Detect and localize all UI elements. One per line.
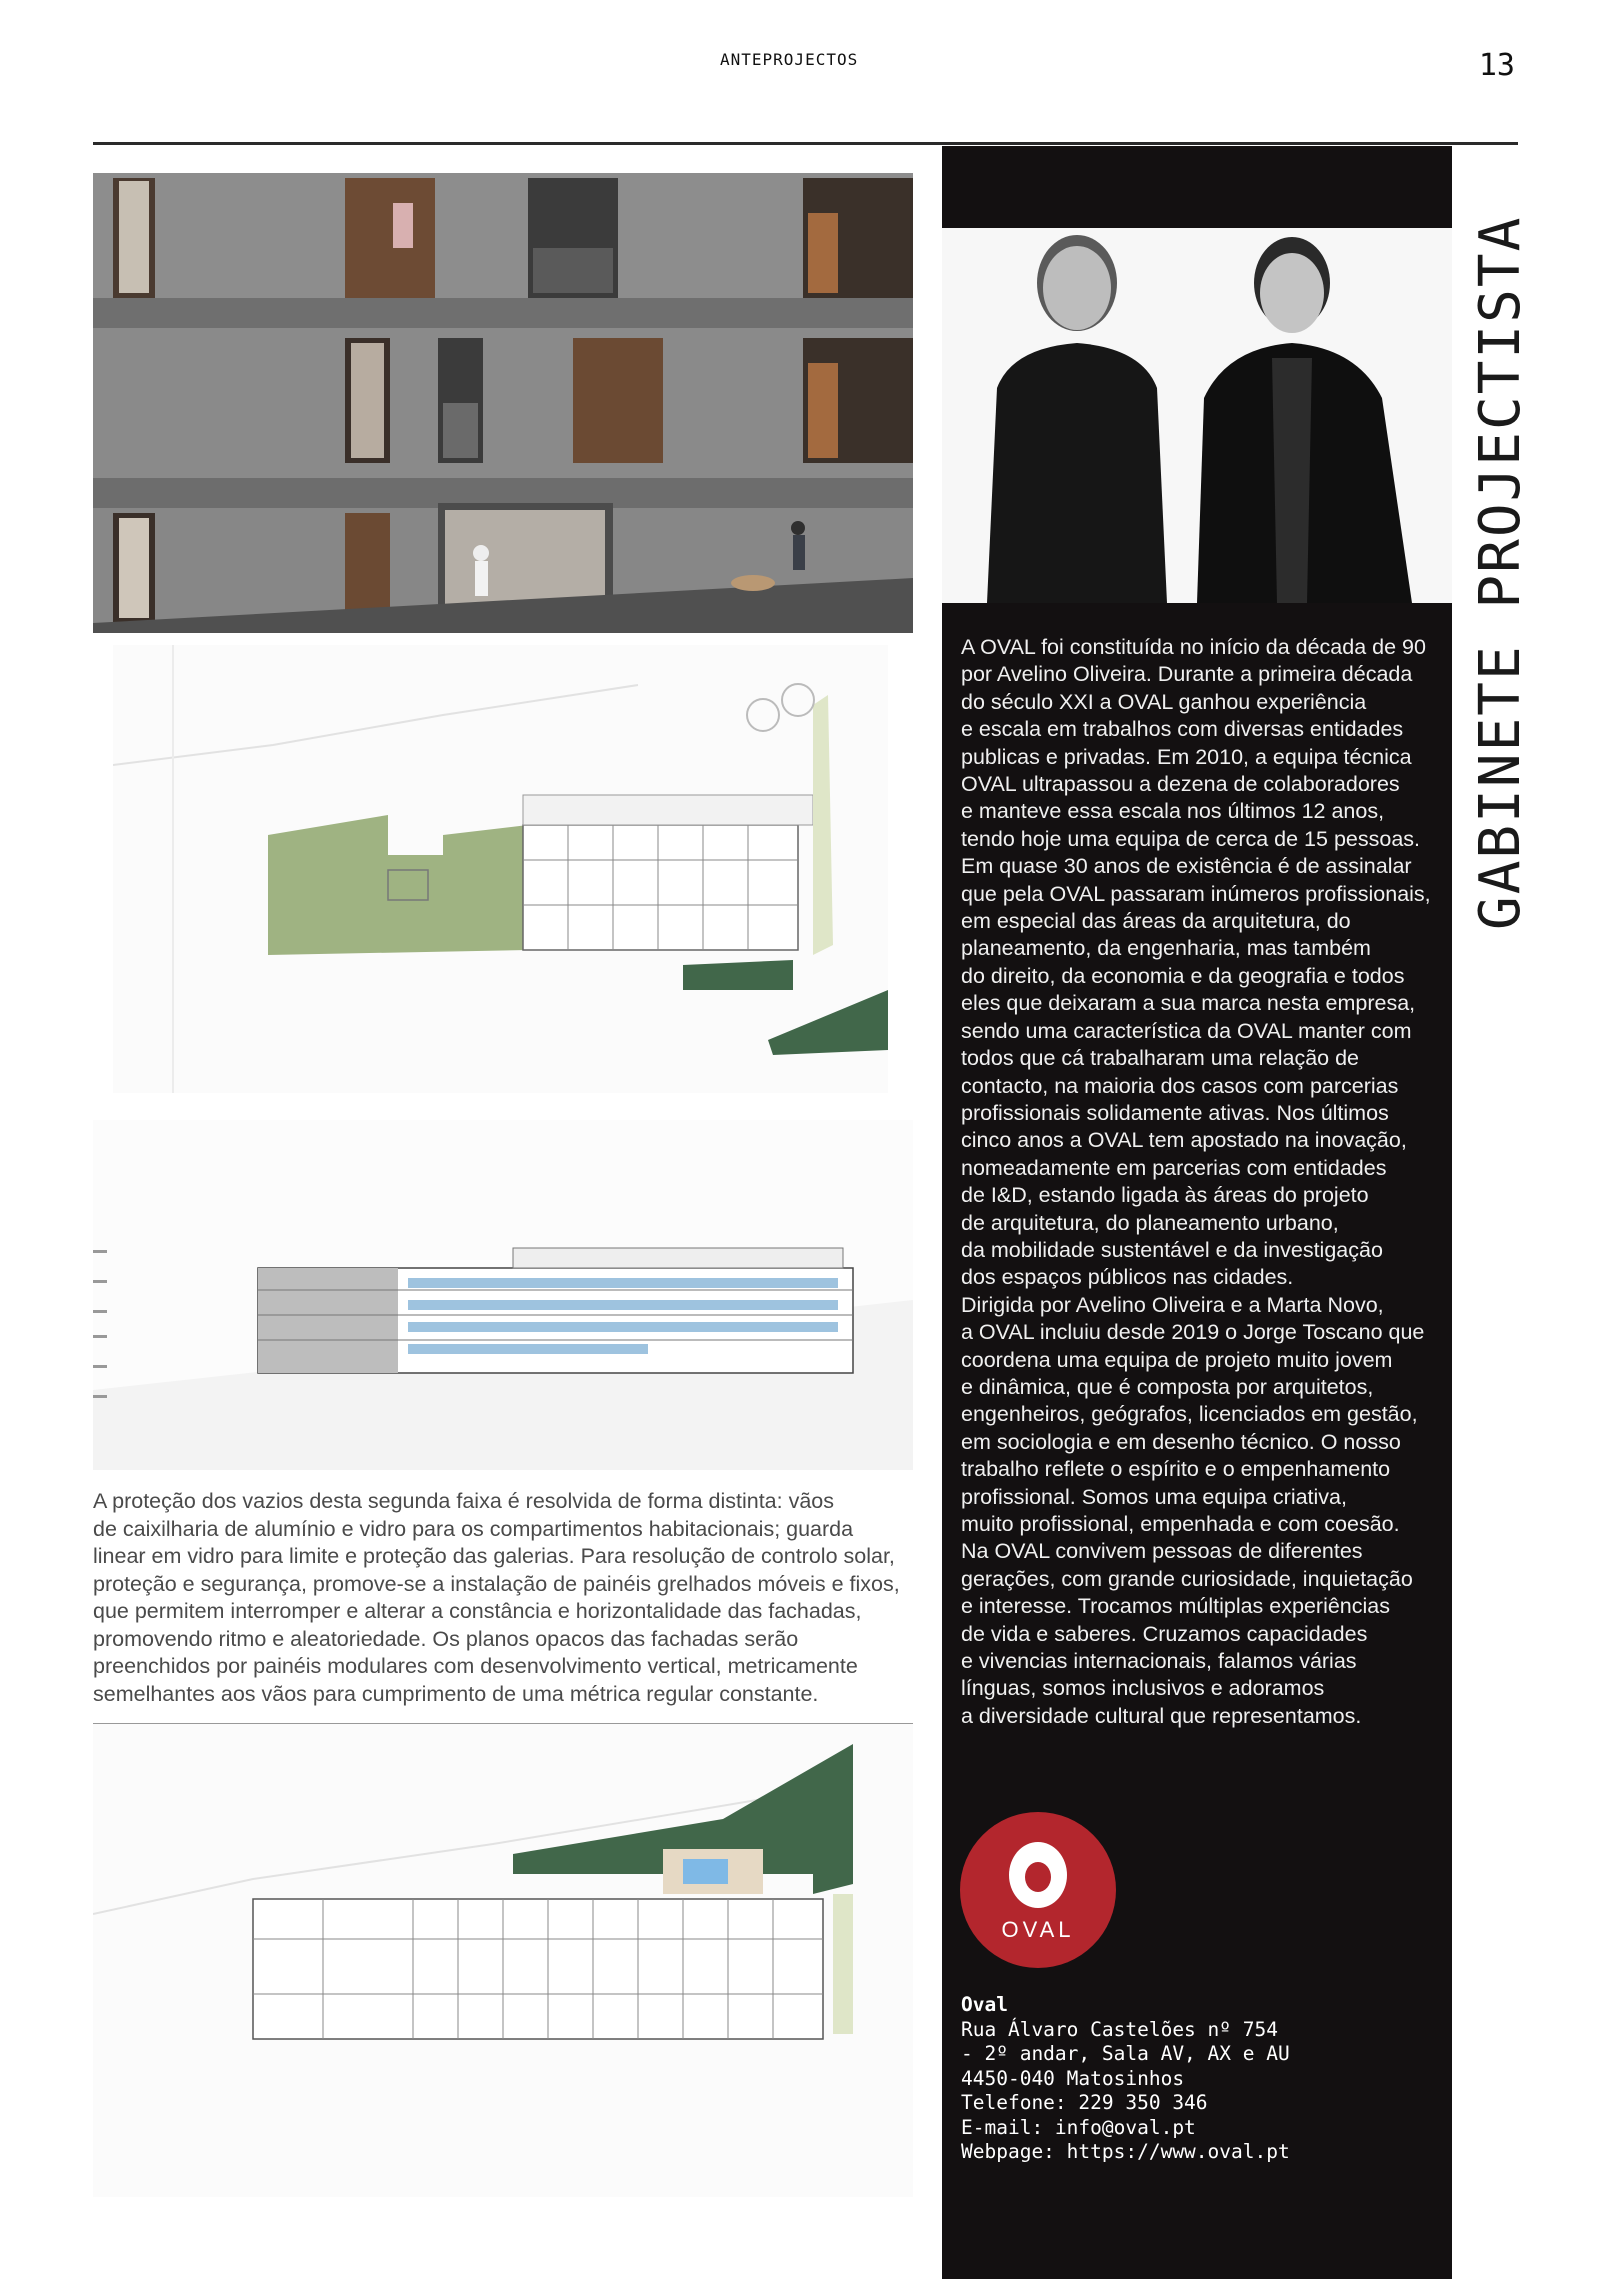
project-description	[93, 1488, 923, 1708]
facade-render-image	[93, 173, 913, 633]
oval-logo	[958, 1807, 1118, 1973]
contact-website: Webpage: https://www.oval.pt	[961, 2140, 1290, 2163]
ground-floor-plan-image	[93, 1723, 913, 2197]
elevation-drawing-image	[93, 1120, 913, 1470]
studio-description-paragraph-2: Dirigida por Avelino Oliveira e a Marta Novo, a OVAL incluiu desde 2019 o Jorge Toscano que coordena uma equipa de projeto muito jovem e dinâmica, que é composta por arquitetos, engenheiros, geógrafos, licenciados em gestão, em sociologia e em desenho técnico. O nosso trabalho reflete o espírito e o empenhamento profissional. Somos uma equipa criativa, muito profissional, empenhada e com coesão. Na OVAL convivem pessoas de diferentes gerações, com grande curiosidade, inquietação e interesse. Trocamos múltiplas experiências de vida e saberes. Cruzamos capacidades e vivencias internacionais, falamos várias línguas, somos inclusivos e adoramos a diversidade cultural que representamos.	[961, 1292, 1425, 1728]
section-title: ANTEPROJECTOS	[720, 50, 859, 69]
page-number: 13	[1478, 48, 1515, 83]
vertical-section-title: GABINETE PROJECTISTA	[1468, 215, 1533, 930]
contact-phone: Telefone: 229 350 346	[961, 2091, 1208, 2114]
contact-block	[961, 1993, 1431, 2165]
contact-address-line-2: - 2º andar, Sala AV, AX e AU	[961, 2042, 1290, 2065]
architects-photo	[942, 228, 1452, 603]
studio-description-paragraph-1: A OVAL foi constituída no início da década de 90 por Avelino Oliveira. Durante a primeira década do século XXI a OVAL ganhou experiência e escala em trabalhos com diversas entidades publicas e privadas. Em 2010, a equipa técnica OVAL ultrapassou a dezena de colaboradores e manteve essa escala nos últimos 12 anos, tendo hoje uma equipa de cerca de 15 pessoas. Em quase 30 anos de existência é de assinalar que pela OVAL passaram inúmeros profissionais, em especial das áreas da arquitetura, do planeamento, da engenharia, mas também do direito, da economia e da geografia e todos eles que deixaram a sua marca nesta empresa, sendo uma característica da OVAL manter com todos que cá trabalharam uma relação de contacto, na maioria dos casos com parcerias profissionais solidamente ativas. Nos últimos cinco anos a OVAL tem apostado na inovação, nomeadamente em parcerias com entidades de I&D, estando ligada às áreas do projeto de arquitetura, do planeamento urbano, da mobilidade sustentável e da investigação dos espaços públicos nas cidades.	[961, 635, 1431, 1290]
site-plan-image	[113, 645, 888, 1093]
header-divider	[93, 142, 1518, 145]
logo-text: OVAL	[1001, 1917, 1075, 1942]
contact-name: Oval	[961, 1993, 1008, 2016]
project-description-text: A proteção dos vazios desta segunda faixa é resolvida de forma distinta: vãos de caixilharia de alumínio e vidro para os compartimentos habitacionais; guarda linear em vidro para limite e proteção das galerias. Para resolução de controlo solar, proteção e segurança, promove-se a instalação de painéis grelhados móveis e fixos, que permitem interromper e alterar a constância e horizontalidade das fachadas, promovendo ritmo e aleatoriedade. Os planos opacos das fachadas serão preenchidos por painéis modulares com desenvolvimento vertical, metricamente semelhantes aos vãos para cumprimento de uma métrica regular constante.	[93, 1489, 900, 1706]
contact-postcode: 4450-040 Matosinhos	[961, 2066, 1185, 2090]
contact-address-line-1: Rua Álvaro Castelões nº 754	[961, 2017, 1278, 2041]
studio-description	[961, 634, 1446, 1730]
contact-email: E-mail: info@oval.pt	[961, 2115, 1196, 2139]
